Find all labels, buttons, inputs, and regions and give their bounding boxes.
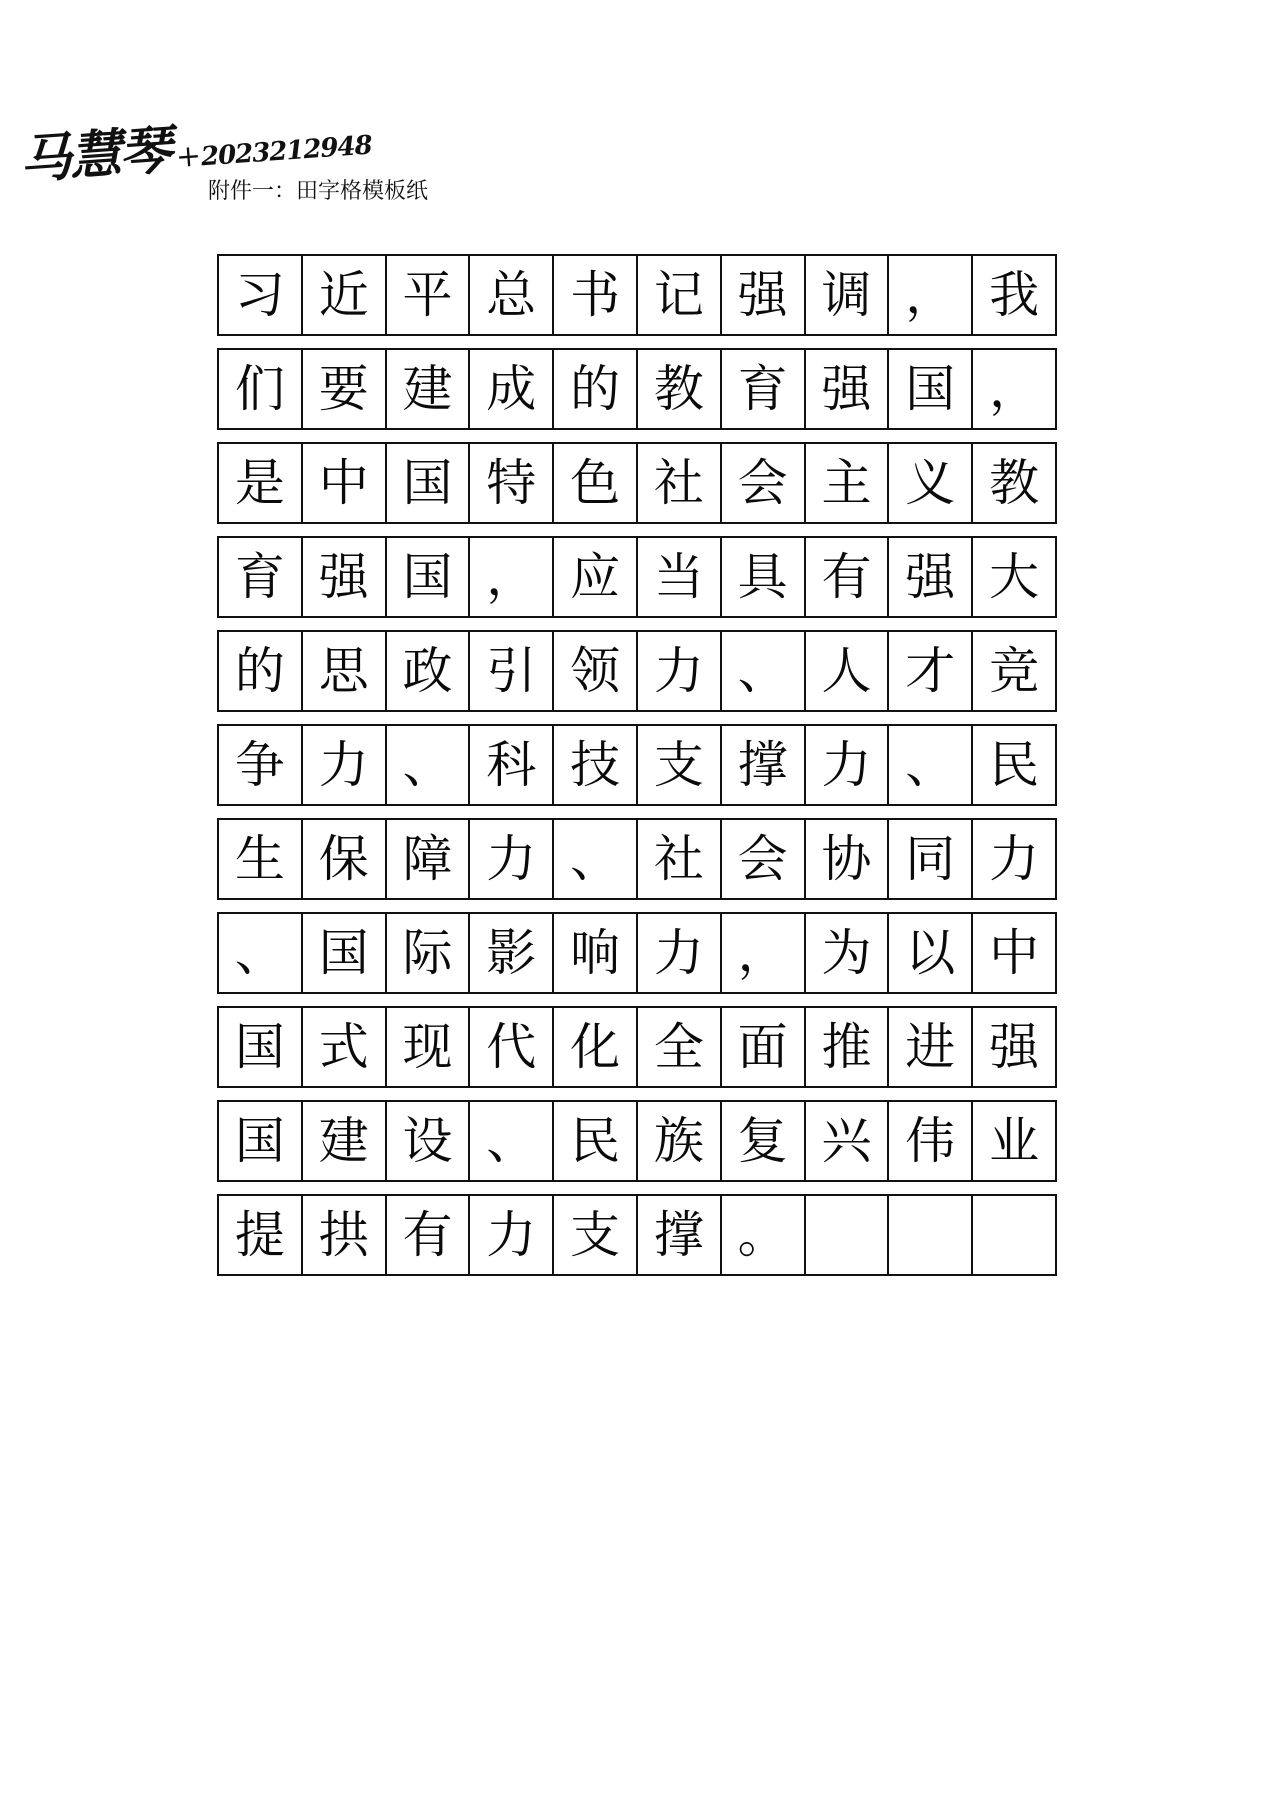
grid-cell: ，	[889, 256, 973, 334]
grid-row	[217, 536, 1057, 618]
grid-cell: 民	[989, 736, 1040, 794]
grid-cell: 当	[638, 538, 722, 616]
grid-cell: 科	[470, 726, 554, 804]
grid-cell: 进	[889, 1008, 973, 1086]
signature-name: 马慧琴	[17, 119, 172, 192]
grid-cell: 强	[889, 538, 973, 616]
grid-cell: 、	[219, 914, 303, 992]
grid-cell: 面	[722, 1008, 806, 1086]
grid-cell	[806, 1196, 890, 1274]
grid-cell: 们	[219, 350, 303, 428]
grid-cell: 技	[554, 726, 638, 804]
grid-cell: 协	[806, 820, 890, 898]
grid-cell: 色	[554, 444, 638, 522]
grid-cell: 我	[989, 266, 1040, 324]
grid-cell: 国	[219, 1102, 303, 1180]
grid-cell: ，	[989, 360, 1040, 418]
grid-cell: 教	[989, 454, 1040, 512]
grid-cell: 力	[989, 830, 1040, 888]
grid-cell: 应	[554, 538, 638, 616]
grid-row	[217, 1006, 1057, 1088]
grid-cell: 引	[470, 632, 554, 710]
grid-cell: 有	[387, 1196, 471, 1274]
grid-cell: 复	[722, 1102, 806, 1180]
grid-cell: 建	[303, 1102, 387, 1180]
grid-cell: 为	[806, 914, 890, 992]
grid-cell: 以	[889, 914, 973, 992]
grid-cell: 族	[638, 1102, 722, 1180]
grid-cell: 支	[554, 1196, 638, 1274]
grid-cell: 强	[806, 350, 890, 428]
grid-cell: 、	[722, 632, 806, 710]
grid-cell: 撑	[638, 1196, 722, 1274]
grid-cell: 平	[387, 256, 471, 334]
character-grid	[217, 254, 1057, 1288]
grid-cell: 中	[989, 924, 1040, 982]
grid-cell: 国	[889, 350, 973, 428]
grid-cell: 会	[722, 444, 806, 522]
grid-cell: 障	[387, 820, 471, 898]
grid-cell: 支	[638, 726, 722, 804]
grid-cell: 建	[387, 350, 471, 428]
grid-cell: 主	[806, 444, 890, 522]
grid-cell: 书	[554, 256, 638, 334]
grid-cell: 提	[219, 1196, 303, 1274]
grid-cell: 具	[722, 538, 806, 616]
grid-cell: 是	[219, 444, 303, 522]
grid-cell: 影	[470, 914, 554, 992]
grid-cell: 同	[889, 820, 973, 898]
grid-cell: 全	[638, 1008, 722, 1086]
grid-cell: 强	[303, 538, 387, 616]
grid-cell: 民	[554, 1102, 638, 1180]
grid-row	[217, 630, 1057, 712]
grid-cell: 力	[638, 632, 722, 710]
grid-cell: 、	[387, 726, 471, 804]
grid-row	[217, 1100, 1057, 1182]
grid-cell: 人	[806, 632, 890, 710]
grid-cell: 推	[806, 1008, 890, 1086]
grid-cell: 思	[303, 632, 387, 710]
grid-cell: 的	[554, 350, 638, 428]
grid-cell: 兴	[806, 1102, 890, 1180]
grid-cell: 式	[303, 1008, 387, 1086]
grid-cell: 总	[470, 256, 554, 334]
grid-cell: 领	[554, 632, 638, 710]
grid-cell: 、	[554, 820, 638, 898]
grid-cell	[889, 1196, 973, 1274]
grid-cell: 力	[303, 726, 387, 804]
grid-cell: 设	[387, 1102, 471, 1180]
grid-cell: 代	[470, 1008, 554, 1086]
grid-row	[217, 912, 1057, 994]
grid-cell: 、	[889, 726, 973, 804]
grid-cell: 响	[554, 914, 638, 992]
signature-plus: +	[174, 138, 203, 176]
grid-cell: 强	[722, 256, 806, 334]
grid-cell: 际	[387, 914, 471, 992]
grid-cell: 国	[219, 1008, 303, 1086]
grid-cell: 大	[989, 548, 1040, 606]
grid-cell	[973, 1196, 1055, 1274]
grid-cell: 。	[722, 1196, 806, 1274]
grid-row	[217, 724, 1057, 806]
grid-cell: 有	[806, 538, 890, 616]
grid-cell: 要	[303, 350, 387, 428]
grid-cell: 伟	[889, 1102, 973, 1180]
grid-cell: 业	[989, 1112, 1040, 1170]
grid-cell: 中	[303, 444, 387, 522]
signature-student-id: 2023212948	[200, 130, 373, 173]
grid-cell: 力	[638, 914, 722, 992]
grid-cell: ，	[470, 538, 554, 616]
grid-cell: 生	[219, 820, 303, 898]
grid-cell: 国	[387, 444, 471, 522]
grid-row	[217, 1194, 1057, 1276]
grid-cell: 调	[806, 256, 890, 334]
grid-cell: 社	[638, 444, 722, 522]
grid-row	[217, 818, 1057, 900]
grid-cell: 教	[638, 350, 722, 428]
grid-cell: 、	[470, 1102, 554, 1180]
grid-row	[217, 442, 1057, 524]
grid-cell: 现	[387, 1008, 471, 1086]
grid-cell: 育	[219, 538, 303, 616]
grid-cell: 才	[889, 632, 973, 710]
grid-cell: 社	[638, 820, 722, 898]
grid-cell: 国	[303, 914, 387, 992]
grid-cell: 拱	[303, 1196, 387, 1274]
grid-cell: 撑	[722, 726, 806, 804]
grid-cell: 义	[889, 444, 973, 522]
grid-cell: 的	[219, 632, 303, 710]
grid-cell: 习	[219, 256, 303, 334]
grid-cell: 竞	[989, 642, 1040, 700]
grid-cell: 记	[638, 256, 722, 334]
attachment-title: 附件一：田字格模板纸	[208, 179, 429, 204]
grid-cell: 国	[387, 538, 471, 616]
grid-cell: 特	[470, 444, 554, 522]
grid-cell: 强	[989, 1018, 1040, 1076]
grid-cell: 力	[470, 1196, 554, 1274]
grid-cell: 化	[554, 1008, 638, 1086]
grid-cell: 成	[470, 350, 554, 428]
grid-row	[217, 254, 1057, 336]
grid-cell: 争	[219, 726, 303, 804]
grid-cell: 近	[303, 256, 387, 334]
grid-cell: 政	[387, 632, 471, 710]
grid-cell: 保	[303, 820, 387, 898]
grid-cell: 会	[722, 820, 806, 898]
grid-cell: 育	[722, 350, 806, 428]
grid-cell: ，	[722, 914, 806, 992]
grid-cell: 力	[470, 820, 554, 898]
grid-row	[217, 348, 1057, 430]
grid-cell: 力	[806, 726, 890, 804]
